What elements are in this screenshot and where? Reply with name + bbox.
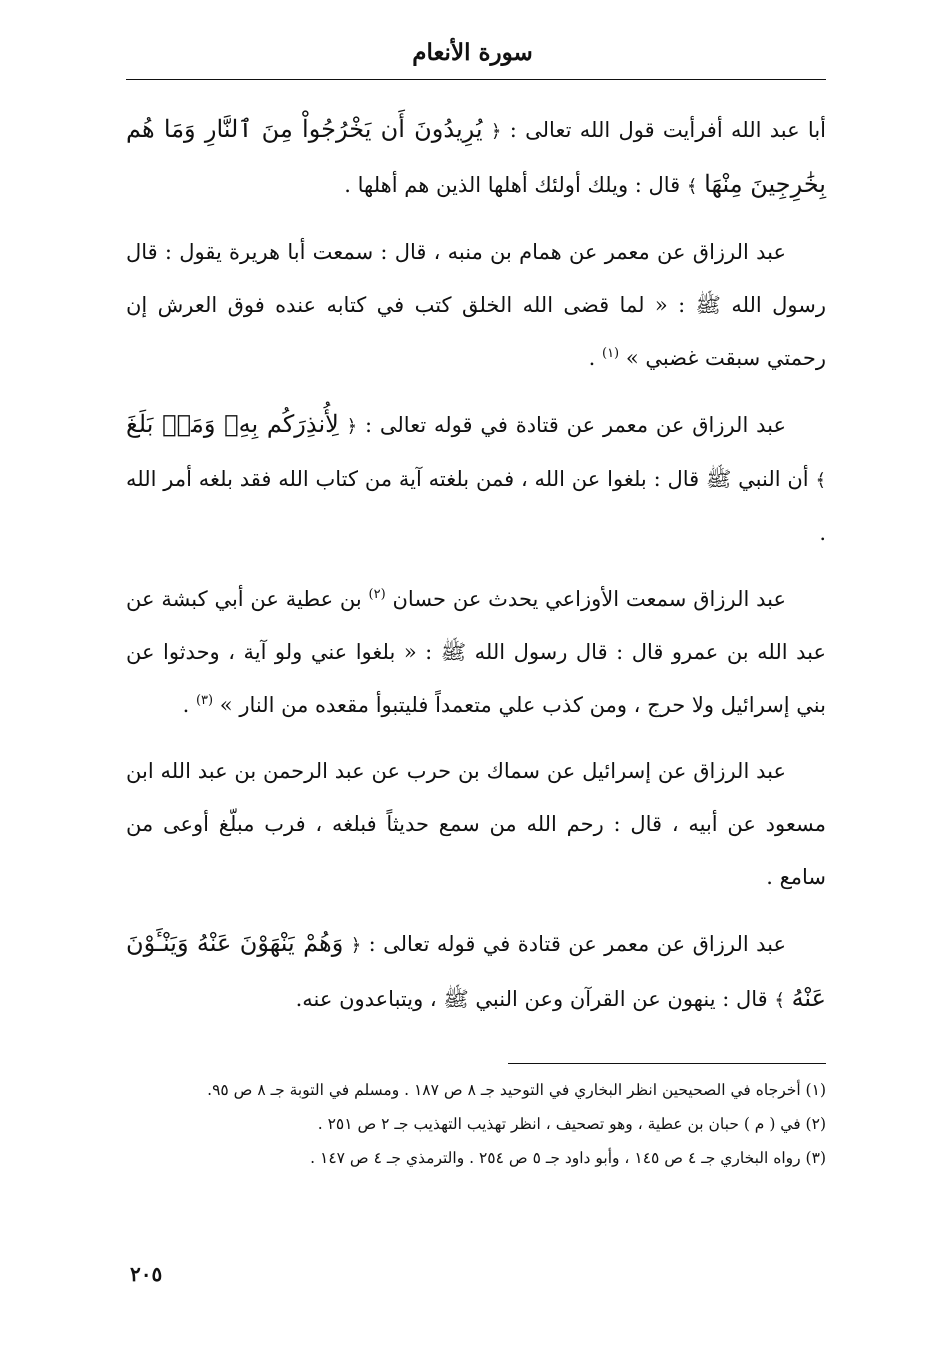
footnote-1: (١) أخرجاه في الصحيحين انظر البخاري في التوحيد جـ ٨ ص ١٨٧ . ومسلم في التوبة جـ ٨ ص ٩٥. [207,1081,826,1099]
quran-bracket-open-icon: ﴿ [490,121,502,142]
quran-bracket-open-icon: ﴿ [346,416,358,437]
paragraph-6 [126,917,826,1027]
running-head-title: سورة الأنعام [412,39,533,66]
footnote-2: (٢) في ( م ) حبان بن عطية ، وهو تصحيف ، انظر تهذيب التهذيب جـ ٢ ص ٢٥١ . [317,1115,826,1133]
quran-bracket-close-icon: ﴾ [815,470,826,491]
paragraph-3-intro: عبد الرزاق عن معمر عن قتادة في قوله تعالى : [357,413,786,437]
paragraph-6-intro: عبد الرزاق عن معمر عن قتادة في قوله تعالى : [361,932,787,956]
header-divider [126,79,826,80]
quran-verse-2: لِأُنذِرَكُم بِهِۦ وَمَنۢ بَلَغَ [126,410,339,438]
footnote-ref-1[interactable]: (١) [601,346,620,361]
paragraph-4-text: بن عطية عن أبي كبشة عن عبد الله بن عمرو قال : قال رسول الله ﷺ : « بلغوا عني ولو آية ، وحدثوا عن بني إسرائيل ولا حرج ، ومن كذب علي متعمداً فليتبوأ مقعده من النار » [126,587,826,717]
paragraph-4 [126,573,826,732]
paragraph-1 [126,103,826,213]
footnote-divider [508,1063,826,1064]
paragraph-2-end: . [588,346,602,370]
quran-bracket-open-icon: ﴿ [350,935,362,956]
paragraph-2 [126,226,826,385]
paragraph-5-text: عبد الرزاق عن إسرائيل عن سماك بن حرب عن عبد الرحمن بن عبد الله ابن مسعود عن أبيه ، قال : رحم الله من سمع حديثاً فبلغه ، فرب مبلّغ أوعى من سامع . [126,759,826,889]
paragraph-1-intro: أبا عبد الله أفرأيت قول الله تعالى : [501,118,827,142]
paragraph-6-comment: قال : ينهون عن القرآن وعن النبي ﷺ ، ويتباعدون عنه. [295,987,775,1011]
main-text [126,103,826,1040]
footnote-ref-2[interactable]: (٢) [368,587,386,602]
paragraph-4-end: . [182,693,196,717]
paragraph-3 [126,398,826,560]
quran-verse-3: وَهُمْ يَنْهَوْنَ عَنْهُ وَيَنْـَٔوْنَ عَنْهُ [126,929,826,1012]
paragraph-3-comment: أن النبي ﷺ قال : بلغوا عن الله ، فمن بلغته آية من كتاب الله فقد بلغه أمر الله . [126,467,826,545]
quran-bracket-close-icon: ﴾ [686,176,698,197]
footnote-3: (٣) رواه البخاري جـ ٤ ص ١٤٥ ، وأبو داود جـ ٥ ص ٢٥٤ . والترمذي جـ ٤ ص ١٤٧ . [310,1149,826,1167]
paragraph-5 [126,745,826,904]
paragraph-2-text: عبد الرزاق عن معمر عن همام بن منبه ، قال : سمعت أبا هريرة يقول : قال رسول الله ﷺ : « لما قضى الله الخلق كتب في كتابه عنده فوق العرش إن رحمتي سبقت غضبي » [126,240,826,370]
quran-bracket-close-icon: ﴾ [774,990,785,1011]
footnotes [126,1073,826,1175]
paragraph-1-comment: قال : ويلك أولئك أهلها الذين هم أهلها . [344,173,687,197]
page-number: ٢٠٥ [130,1262,163,1286]
paragraph-4-intro: عبد الرزاق سمعت الأوزاعي يحدث عن حسان [392,587,786,611]
footnote-ref-3[interactable]: (٣) [195,693,214,708]
quran-verse-1: يُرِيدُونَ أَن يَخْرُجُواْ مِنَ ٱلنَّارِ وَمَا هُم بِخَٰرِجِينَ مِنْهَا [126,115,826,198]
